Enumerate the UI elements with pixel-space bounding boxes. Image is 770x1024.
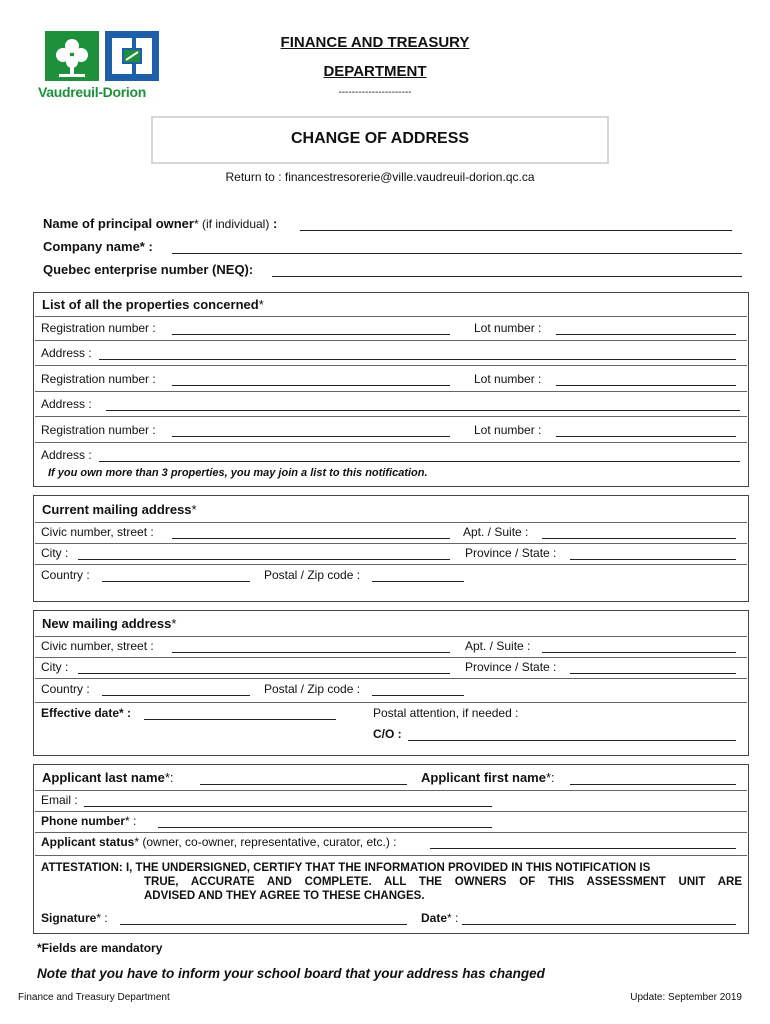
address-label-3: Address : (41, 448, 92, 462)
current-civic-field[interactable] (172, 538, 450, 539)
company-name-field[interactable] (172, 253, 742, 254)
properties-title: List of all the properties concerned* (42, 297, 264, 312)
footer-department: Finance and Treasury Department (18, 992, 170, 1003)
current-address-section (33, 495, 749, 602)
neq-field[interactable] (272, 276, 742, 277)
new-civic-label: Civic number, street : (41, 639, 154, 653)
new-address-section (33, 610, 749, 756)
lot-label-2: Lot number : (474, 372, 542, 386)
header-dashes: ---------------------- (338, 87, 412, 98)
date-label: Date* : (421, 911, 459, 925)
email-label: Email : (41, 793, 78, 807)
registration-field-3[interactable] (172, 436, 450, 437)
lot-field-2[interactable] (556, 385, 736, 386)
lot-label-1: Lot number : (474, 321, 542, 335)
address-field-2[interactable] (106, 410, 740, 411)
address-field-3[interactable] (99, 461, 740, 462)
applicant-status-field[interactable] (430, 848, 736, 849)
current-city-field[interactable] (78, 559, 450, 560)
applicant-status-hint: * (owner, co-owner, representative, curator, etc.) : (134, 835, 397, 849)
new-civic-field[interactable] (172, 652, 450, 653)
current-city-label: City : (41, 546, 69, 560)
lot-field-3[interactable] (556, 436, 736, 437)
footer-update: Update: September 2019 (630, 992, 742, 1003)
department-line-1: FINANCE AND TREASURY (280, 34, 470, 51)
current-civic-label: Civic number, street : (41, 525, 154, 539)
attestation-line-1: ATTESTATION: I, THE UNDERSIGNED, CERTIFY THAT THE INFORMATION PROVIDED IN THIS NOTIFICATION IS (41, 862, 651, 874)
new-province-field[interactable] (570, 673, 736, 674)
applicant-status-label: Applicant status (41, 835, 135, 849)
owner-name-hint: * (if individual) (193, 217, 270, 231)
current-apt-label: Apt. / Suite : (463, 525, 529, 539)
current-country-field[interactable] (102, 581, 250, 582)
current-country-label: Country : (41, 568, 90, 582)
current-address-title: Current mailing address* (42, 502, 197, 517)
phone-field[interactable] (158, 827, 492, 828)
effective-date-field[interactable] (144, 719, 336, 720)
current-apt-field[interactable] (542, 538, 736, 539)
vd-emblem-icon (104, 30, 160, 82)
applicant-status-row (41, 835, 396, 849)
new-address-title: New mailing address* (42, 616, 177, 631)
registration-label-2: Registration number : (41, 372, 156, 386)
logo-text: Vaudreuil-Dorion (38, 84, 146, 100)
new-city-label: City : (41, 660, 69, 674)
applicant-first-name-label: Applicant first name*: (421, 770, 555, 785)
page-title: CHANGE OF ADDRESS (290, 130, 470, 147)
registration-label-3: Registration number : (41, 423, 156, 437)
properties-section (33, 292, 749, 487)
owner-name-label: Name of principal owner (43, 216, 194, 231)
new-postal-field[interactable] (372, 695, 464, 696)
effective-date-label: Effective date* : (41, 706, 132, 720)
applicant-section (33, 764, 749, 934)
department-line-2: DEPARTMENT (323, 63, 427, 80)
date-field[interactable] (462, 924, 736, 925)
logo (38, 30, 162, 102)
new-country-field[interactable] (102, 695, 250, 696)
new-postal-label: Postal / Zip code : (264, 682, 361, 696)
new-apt-field[interactable] (542, 652, 736, 653)
school-board-note: Note that you have to inform your school board that your address has changed (37, 966, 545, 981)
signature-field[interactable] (120, 924, 407, 925)
clover-icon (44, 30, 100, 82)
co-field[interactable] (408, 740, 736, 741)
lot-label-3: Lot number : (474, 423, 542, 437)
current-province-field[interactable] (570, 559, 736, 560)
new-province-label: Province / State : (465, 660, 557, 674)
registration-field-1[interactable] (172, 334, 450, 335)
new-apt-label: Apt. / Suite : (465, 639, 531, 653)
return-to-email: Return to : financestresorerie@ville.vaudreuil-dorion.qc.ca (225, 170, 535, 184)
current-province-label: Province / State : (465, 546, 557, 560)
mandatory-note: *Fields are mandatory (37, 941, 163, 955)
phone-label: Phone number* : (41, 814, 137, 828)
neq-label: Quebec enterprise number (NEQ): (43, 262, 254, 277)
co-label: C/O : (373, 727, 402, 741)
company-name-label: Company name* : (43, 239, 153, 254)
attestation-line-2: TRUE, ACCURATE AND COMPLETE. ALL THE OWNERS OF THIS ASSESSMENT UNIT ARE (144, 876, 742, 888)
postal-attention-label: Postal attention, if needed : (373, 706, 519, 720)
current-postal-label: Postal / Zip code : (264, 568, 361, 582)
new-city-field[interactable] (78, 673, 450, 674)
new-country-label: Country : (41, 682, 90, 696)
applicant-last-name-label: Applicant last name*: (42, 770, 174, 785)
registration-label-1: Registration number : (41, 321, 156, 335)
address-field-1[interactable] (99, 359, 736, 360)
address-label-1: Address : (41, 346, 92, 360)
owner-name-field[interactable] (300, 230, 732, 231)
current-postal-field[interactable] (372, 581, 464, 582)
lot-field-1[interactable] (556, 334, 736, 335)
applicant-last-name-field[interactable] (200, 784, 407, 785)
registration-field-2[interactable] (172, 385, 450, 386)
properties-note: If you own more than 3 properties, you may join a list to this notification. (48, 467, 428, 479)
address-label-2: Address : (41, 397, 92, 411)
signature-label: Signature* : (41, 911, 108, 925)
attestation-line-3: ADVISED AND THEY AGREE TO THESE CHANGES. (144, 890, 425, 902)
email-field[interactable] (84, 806, 492, 807)
applicant-first-name-field[interactable] (570, 784, 736, 785)
owner-name-row: Name of principal owner* (if individual) : (43, 216, 278, 231)
